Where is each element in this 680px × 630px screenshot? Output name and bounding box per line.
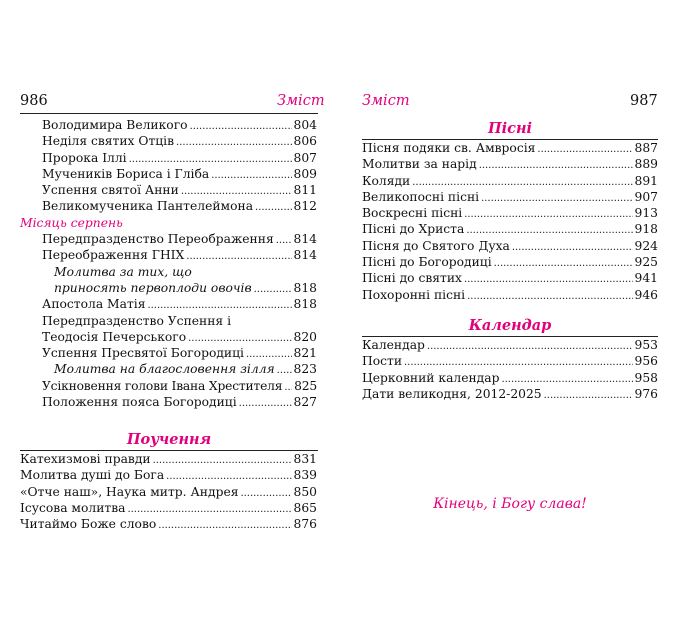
toc-entry[interactable]: Пости . . . 956 [362, 353, 658, 369]
toc-entry[interactable]: Успення святої Анни . . . 811 [20, 182, 317, 198]
toc-block1 [20, 117, 317, 215]
plain-line: Передпразденство Успення і [42, 313, 232, 328]
toc-entry[interactable]: Переображення ГНІХ . . . 814 [20, 247, 317, 263]
toc-entry[interactable]: Катехизмові правди . . . 831 [20, 451, 317, 467]
toc-entry[interactable]: Пісні до Христа . . . 918 [362, 221, 658, 237]
toc-entry[interactable]: Читаймо Боже слово . . . 876 [20, 516, 317, 532]
left-page-number: 986 [20, 93, 48, 109]
toc-entry[interactable]: приносять первоплоди овочів . . . 818 [20, 280, 317, 296]
toc-entry[interactable]: «Отче наш», Наука митр. Андрея . . . 850 [20, 484, 317, 500]
section-title-kalendar: Календар [468, 317, 552, 334]
toc-entry[interactable]: Коляди . . . 891 [362, 173, 658, 189]
toc-entry[interactable]: Положення пояса Богородиці . . . 827 [20, 394, 317, 410]
toc-entry[interactable]: Великопосні пісні . . . 907 [362, 189, 658, 205]
toc-entry[interactable]: Дати великодня, 2012-2025 . . . 976 [362, 386, 658, 402]
toc-block2b [20, 280, 317, 313]
toc-entry[interactable]: Молитва на благословення зілля . . . 823 [20, 361, 317, 377]
toc-entry[interactable]: Пісні до Богородиці . . . 925 [362, 254, 658, 270]
toc-entry[interactable]: Молитва душі до Бога . . . 839 [20, 467, 317, 483]
toc-entry[interactable]: Володимира Великого . . . 804 [20, 117, 317, 133]
left-header-rule [20, 113, 318, 114]
toc-entry[interactable]: Пісня подяки св. Амвросія . . . 887 [362, 140, 658, 156]
toc-entry[interactable]: Успення Пресвятої Богородиці . . . 821 [20, 345, 317, 361]
prayer-line: Молитва за тих, що [54, 264, 192, 279]
toc-entry[interactable]: Усікновення голови Івана Хрестителя . . . 825 [20, 378, 317, 394]
left-toc [20, 117, 317, 410]
toc-entry[interactable]: Великомученика Пантелеймона . . . 812 [20, 198, 317, 214]
toc-block2a [20, 231, 317, 264]
toc-pisni-entries [362, 140, 658, 303]
month-heading: Місяць серпень [20, 215, 123, 230]
toc-entry[interactable]: Календар . . . 953 [362, 337, 658, 353]
toc-entry[interactable]: Ісусова молитва . . . 865 [20, 500, 317, 516]
toc-block2c [20, 329, 317, 410]
toc-entry[interactable]: Похоронні пісні . . . 946 [362, 287, 658, 303]
toc-entry[interactable]: Апостола Матія . . . 818 [20, 296, 317, 312]
toc-entry[interactable]: Воскресні пісні . . . 913 [362, 205, 658, 221]
toc-entry[interactable]: Пісні до святих . . . 941 [362, 270, 658, 286]
section-title-poluchennya: Поучення [126, 431, 212, 448]
section-title-pisni: Пісні [487, 120, 533, 137]
right-page-number: 987 [630, 93, 658, 109]
toc-kalendar-entries [362, 337, 658, 402]
toc-section-entries [20, 451, 317, 532]
right-running-head: Зміст [362, 93, 410, 109]
toc-entry[interactable]: Теодосія Печерського . . . 820 [20, 329, 317, 345]
toc-entry[interactable]: Пісня до Святого Духа . . . 924 [362, 238, 658, 254]
right-page [340, 0, 680, 630]
toc-entry[interactable]: Мучеників Бориса і Гліба . . . 809 [20, 166, 317, 182]
closing-line: Кінець, і Богу слава! [433, 496, 587, 512]
toc-entry[interactable]: Церковний календар . . . 958 [362, 370, 658, 386]
toc-entry[interactable]: Пророка Іллі . . . 807 [20, 150, 317, 166]
left-running-head: Зміст [277, 93, 325, 109]
toc-entry[interactable]: Передпразденство Переображення . . . 814 [20, 231, 317, 247]
toc-entry[interactable]: Молитви за нарід . . . 889 [362, 156, 658, 172]
toc-entry[interactable]: Неділя святих Отців . . . 806 [20, 133, 317, 149]
